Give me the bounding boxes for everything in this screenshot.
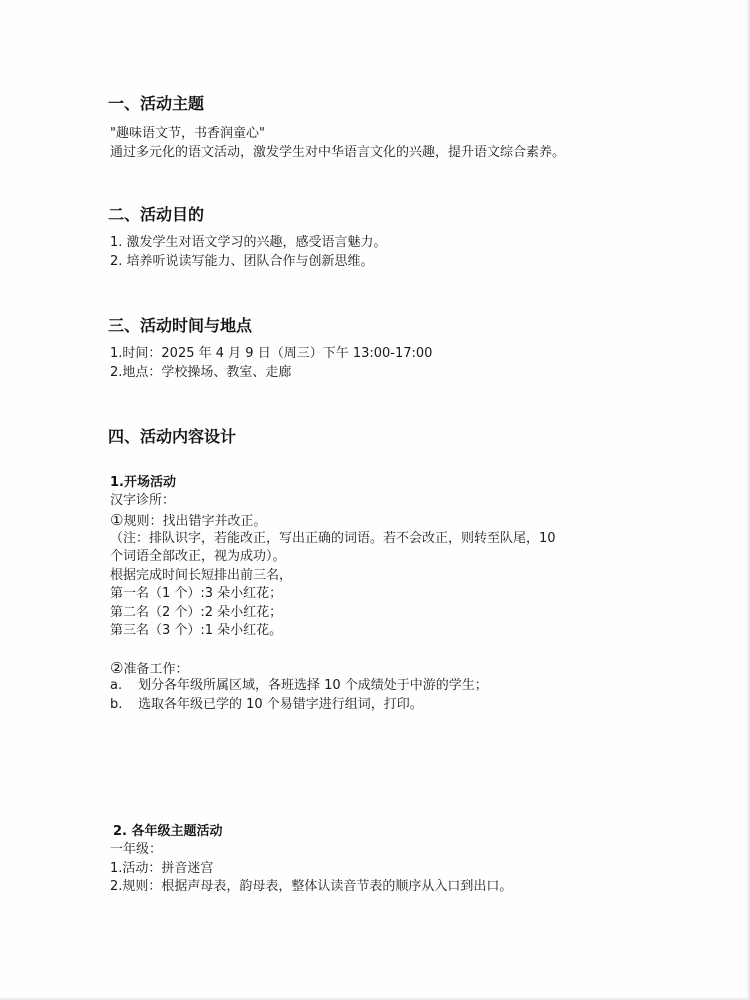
grade-rule: 2.规则：根据声母表，韵母表，整体认读音节表的顺序从入口到出口。 bbox=[110, 879, 513, 894]
rank-second: 第二名（2 个）:2 朵小红花； bbox=[110, 605, 283, 620]
prep-title: 准备工作： bbox=[123, 662, 189, 677]
grade-activity: 1.活动：拼音迷宫 bbox=[110, 861, 214, 876]
rank-third: 第三名（3 个）:1 朵小红花。 bbox=[110, 623, 283, 638]
opening-activity-subtitle: 汉字诊所： bbox=[110, 493, 176, 508]
prep-item-a-text: 划分各年级所属区域，各班选择 10 个成绩处于中游的学生； bbox=[138, 678, 488, 693]
note-line-2: 个词语全部改正，视为成功）。 bbox=[110, 549, 286, 564]
prep-item-a bbox=[110, 677, 488, 695]
grade-label: 一年级： bbox=[110, 842, 163, 857]
opening-activity-title: 1.开场活动 bbox=[110, 475, 176, 490]
activity-slogan: "趣味语文节，书香润童心" bbox=[110, 126, 265, 141]
ranking-intro: 根据完成时间长短排出前三名， bbox=[110, 568, 293, 583]
prep-line bbox=[110, 659, 188, 679]
event-time: 1.时间：2025 年 4 月 9 日（周三）下午 13:00-17:00 bbox=[110, 346, 433, 361]
prep-item-b-marker: b. bbox=[110, 697, 123, 712]
section4-heading: 四、活动内容设计 bbox=[108, 427, 237, 446]
circled-one-marker: ① bbox=[110, 511, 124, 529]
activity-description: 通过多元化的语文活动，激发学生对中华语言文化的兴趣，提升语文综合素养。 bbox=[110, 145, 566, 160]
section2-heading: 二、活动目的 bbox=[108, 205, 205, 224]
circled-two-marker: ② bbox=[110, 659, 124, 677]
purpose-item-2: 2. 培养听说读写能力、团队合作与创新思维。 bbox=[110, 254, 374, 269]
grade-activity-title: 2. 各年级主题活动 bbox=[113, 824, 223, 839]
prep-item-a-marker: a. bbox=[110, 678, 123, 693]
section3-heading: 三、活动时间与地点 bbox=[108, 316, 253, 335]
prep-item-b-text: 选取各年级已学的 10 个易错字进行组词，打印。 bbox=[138, 697, 423, 712]
event-place: 2.地点：学校操场、教室、走廊 bbox=[110, 365, 292, 380]
purpose-item-1: 1. 激发学生对语文学习的兴趣，感受语言魅力。 bbox=[110, 235, 387, 250]
rule-line bbox=[110, 511, 266, 531]
section1-heading: 一、活动主题 bbox=[108, 94, 205, 113]
note-line-1: （注：排队识字，若能改正，写出正确的词语。若不会改正，则转至队尾，10 bbox=[110, 531, 556, 546]
rank-first: 第一名（1 个）:3 朵小红花； bbox=[110, 586, 283, 601]
prep-item-b bbox=[110, 696, 423, 714]
rule-text: 规则：找出错字并改正。 bbox=[123, 514, 267, 529]
